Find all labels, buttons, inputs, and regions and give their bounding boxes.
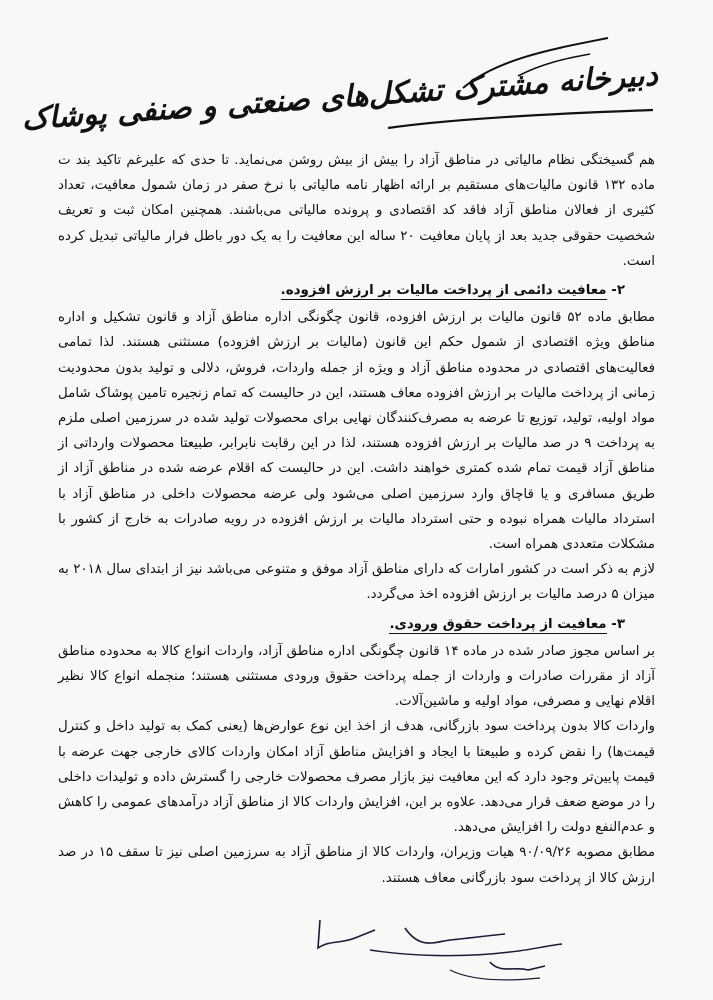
paragraph-6: مطابق مصوبه ۹۰/۰۹/۲۶ هیات وزیران، واردات کالا از مناطق آزاد به سرزمین اصلی نیز تا سقف ۱۵ در صد ارزش کالا از پرداخت سود بازرگانی معاف هستند. [58,845,656,886]
section-heading-2 [58,278,655,303]
signature-icon [300,900,570,990]
letterhead-title: دبیرخانه مشترک تشکل‌های صنعتی و صنفی پوشاک [20,57,659,138]
paragraph-5: واردات کالا بدون پرداخت سود بازرگانی، هدف از اخذ این نوع عوارض‌ها (یعنی کمک به تولید داخل و کنترل قیمت‌ها) را نقض کرده و طبیعتا با ایجاد و افزایش مناطق آزاد امکان واردات کالای خارجی جهت عرضه با قیمت پایین‌تر وجود دارد که این معافیت نیز بازار مصرف محصولات خارجی را گسترش داده و تولیدات داخلی را در موضع ضعف قرار می‌دهد. علاوه بر این، افزایش واردات کالا از مناطق آزاد درآمدهای عمومی را کاهش و عدم‌النفع دولت را افزایش می‌دهد. [58,719,655,836]
paragraph-2: مطابق ماده ۵۲ قانون مالیات بر ارزش افزوده، قانون چگونگی اداره مناطق آزاد و قانون تشکیل و اداره مناطق ویژه اقتصادی از شمول حکم این قانون (مالیات بر ارزش افزوده) مستثنی هستند. لذا تمامی فعالیت‌های اقتصادی در محدوده مناطق آزاد و ویژه از جمله واردات، فروش، دلالی و تولید بدون محدودیت زمانی از پرداخت مالیات بر ارزش افزوده معاف هستند، این در حالیست که تمام زنجیره تامین پوشاک شامل مواد اولیه، تولید، توزیع تا عرضه به مصرف‌کنندگان نهایی برای محصولات تولید شده در سرزمین اصلی ملزم به پرداخت ۹ در صد مالیات بر ارزش افزوده هستند، لذا در این رقابت نابرابر، طبیعتا محصولات وارداتی از مناطق آزاد قیمت تمام شده کمتری خواهند داشت. این در حالیست که اقلام عرضه شده در مناطق آزاد از طریق مسافری و یا قاچاق وارد سرزمین اصلی می‌شود ولی عرضه محصولات داخلی در مناطق آزاد با استرداد مالیات همراه نبوده و حتی استرداد مالیات بر ارزش افزوده در رویه صادرات به خارج از کشور با مشکلات متعددی همراه است. [58,310,655,553]
section-number: ۲- [611,283,625,299]
document-body [58,148,655,891]
section-number: ۳- [611,616,625,632]
section-title: معافیت از پرداخت حقوق ورودی. [389,616,607,632]
paragraph-4: بر اساس مجوز صادر شده در ماده ۱۴ قانون چگونگی اداره مناطق آزاد، واردات انواع کالا به محدوده مناطق آزاد از مقررات صادرات و واردات از جمله پرداخت حقوق ورودی مستثنی هستند؛ منجمله انواع کالا نظیر اقلام نهایی و مصرفی، مواد اولیه و ماشین‌آلات. [58,643,655,710]
paragraph-3: لازم به ذکر است در کشور امارات که دارای مناطق آزاد موفق و متنوعی می‌باشد نیز از ابتدای سال ۲۰۱۸ به میزان ۵ درصد مالیات بر ارزش افزوده اخذ می‌گردد. [58,562,655,603]
section-heading-3 [58,612,655,637]
paragraph-1: هم گسیختگی نظام مالیاتی در مناطق آزاد را بیش از بیش روشن می‌نماید. تا حدی که علیرغم تاکید بند ت ماده ۱۳۲ قانون مالیات‌های مستقیم بر ارائه اظهار نامه مالیاتی با نرخ صفر در زمان شمول معافیت، تعداد کثیری از فعالان مناطق آزاد فاقد کد اقتصادی و پرونده مالیاتی می‌باشند. همچنین امکان ثبت و تعریف شخصیت حقوقی جدید بعد از پایان معافیت ۲۰ ساله این معافیت را به یک دور باطل فرار مالیاتی تبدیل کرده است. [58,153,655,269]
letterhead [20,18,659,138]
signatures [300,900,570,990]
section-title: معافیت دائمی از پرداخت مالیات بر ارزش افزوده. [280,283,607,299]
